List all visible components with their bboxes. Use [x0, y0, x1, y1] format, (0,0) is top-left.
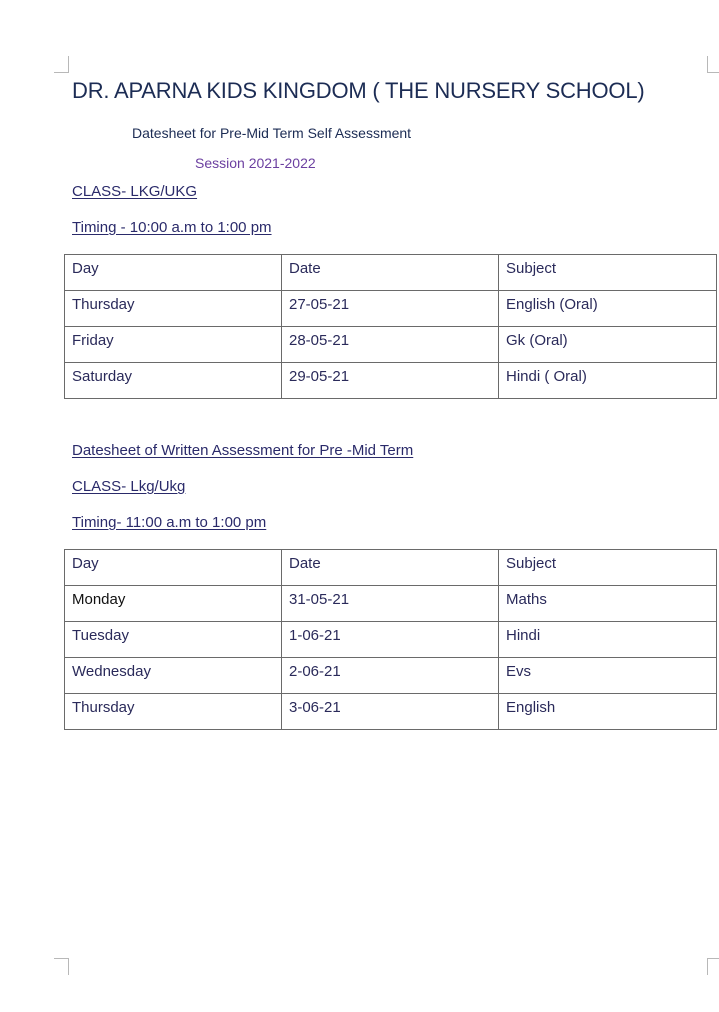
datesheet-subtitle: Datesheet for Pre-Mid Term Self Assessment — [132, 125, 412, 141]
date-cell: 3-06-21 — [282, 694, 499, 730]
column-header-subject: Subject — [499, 550, 717, 586]
session-label: Session 2021-2022 — [195, 155, 316, 171]
written-schedule-table — [64, 549, 717, 730]
day-cell: Wednesday — [65, 658, 282, 694]
subject-cell: Hindi — [499, 622, 717, 658]
table-row — [65, 622, 717, 658]
page-corner-mark-top-right — [707, 56, 719, 73]
subject-cell: Gk (Oral) — [499, 327, 717, 363]
day-cell: Friday — [65, 327, 282, 363]
subject-cell: Evs — [499, 658, 717, 694]
date-cell: 31-05-21 — [282, 586, 499, 622]
date-cell: 1-06-21 — [282, 622, 499, 658]
day-cell: Thursday — [65, 694, 282, 730]
oral-schedule-table — [64, 254, 717, 399]
subject-cell: English (Oral) — [499, 291, 717, 327]
day-cell: Saturday — [65, 363, 282, 399]
written-section-heading: Datesheet of Written Assessment for Pre -Mid Term — [72, 442, 414, 459]
page-corner-mark-top-left — [54, 56, 69, 73]
column-header-day: Day — [65, 255, 282, 291]
table-row — [65, 694, 717, 730]
school-name-title: DR. APARNA KIDS KINGDOM ( THE NURSERY SCHOOL) — [72, 78, 645, 103]
date-cell: 29-05-21 — [282, 363, 499, 399]
table-header-row — [65, 255, 717, 291]
day-cell: Tuesday — [65, 622, 282, 658]
subject-cell: Hindi ( Oral) — [499, 363, 717, 399]
oral-class-label: CLASS- LKG/UKG — [72, 183, 198, 200]
day-cell: Thursday — [65, 291, 282, 327]
subject-cell: English — [499, 694, 717, 730]
day-cell: Monday — [65, 586, 282, 622]
table-row — [65, 658, 717, 694]
page-corner-mark-bottom-right — [707, 958, 719, 975]
column-header-date: Date — [282, 255, 499, 291]
oral-timing-label: Timing - 10:00 a.m to 1:00 pm — [72, 219, 272, 236]
table-row — [65, 586, 717, 622]
written-timing-label: Timing- 11:00 a.m to 1:00 pm — [72, 514, 267, 531]
column-header-day: Day — [65, 550, 282, 586]
table-row — [65, 363, 717, 399]
date-cell: 27-05-21 — [282, 291, 499, 327]
table-header-row — [65, 550, 717, 586]
page-corner-mark-bottom-left — [54, 958, 69, 975]
table-row — [65, 291, 717, 327]
column-header-subject: Subject — [499, 255, 717, 291]
date-cell: 28-05-21 — [282, 327, 499, 363]
table-row — [65, 327, 717, 363]
written-class-label: CLASS- Lkg/Ukg — [72, 478, 186, 495]
subject-cell: Maths — [499, 586, 717, 622]
date-cell: 2-06-21 — [282, 658, 499, 694]
column-header-date: Date — [282, 550, 499, 586]
